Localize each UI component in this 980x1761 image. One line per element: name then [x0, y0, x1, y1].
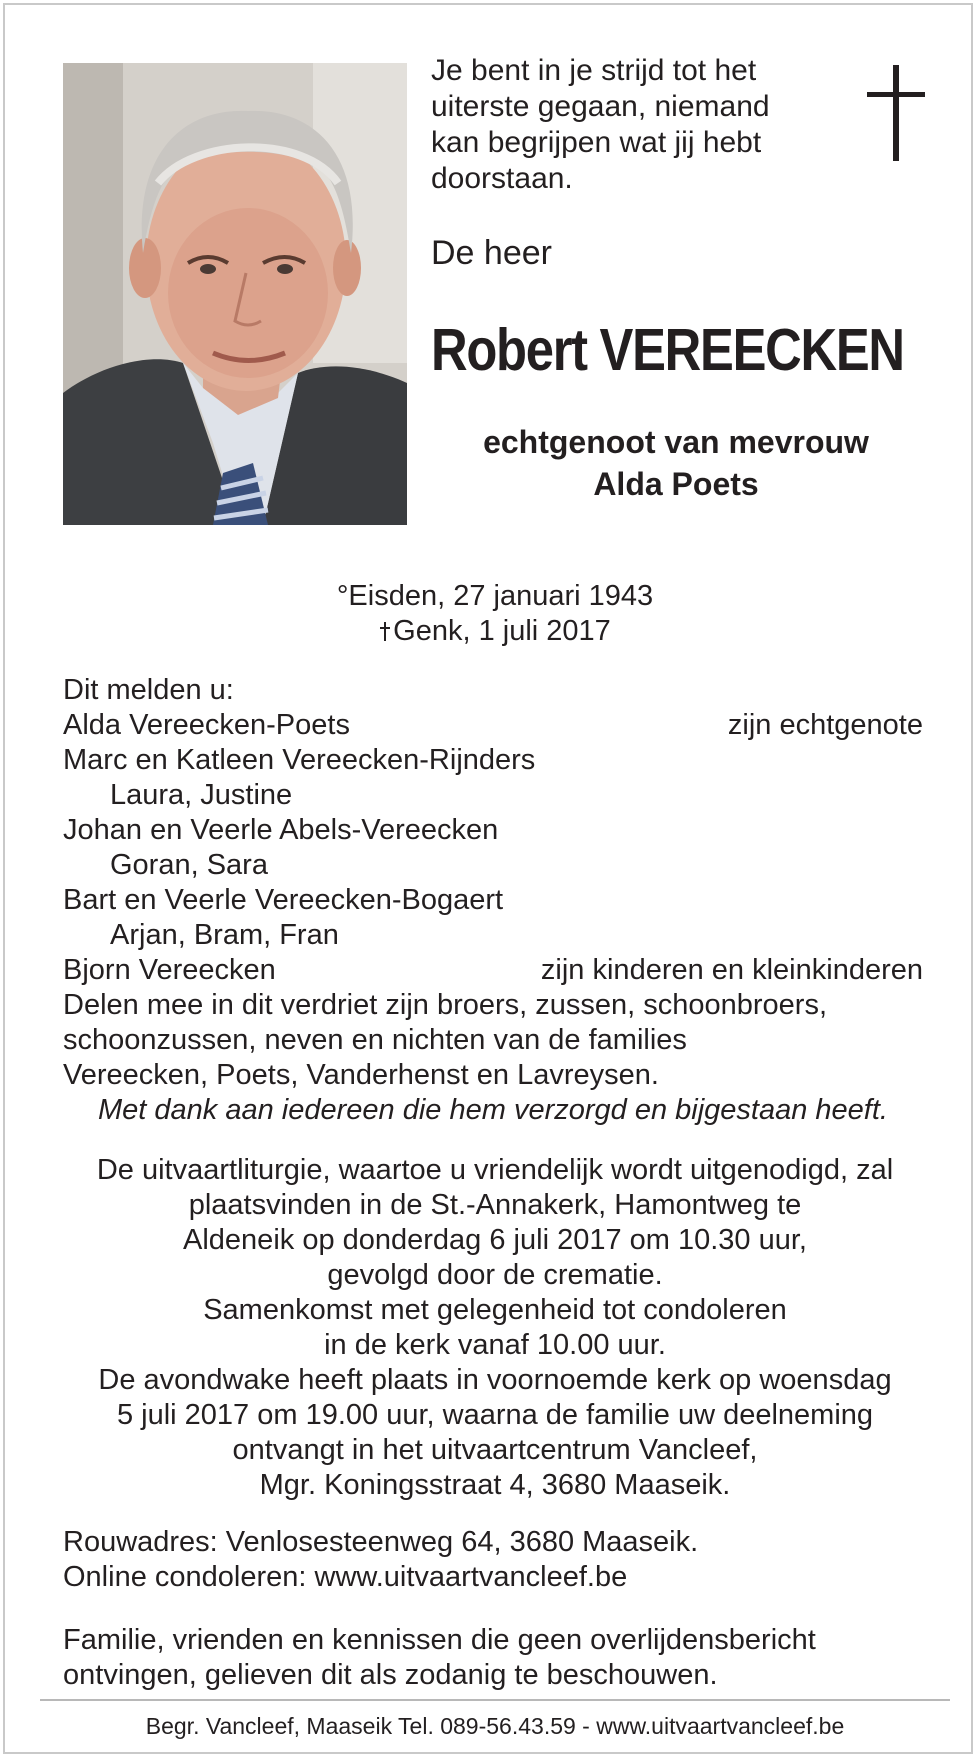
service-line: plaatsvinden in de St.-Annakerk, Hamontweg te — [188, 1189, 802, 1221]
family-line: Marc en Katleen Vereecken-Rijnders — [63, 744, 536, 776]
grandchildren-line: Arjan, Bram, Fran — [110, 919, 339, 951]
service-line: Samenkomst met gelegenheid tot condoleren — [203, 1294, 787, 1326]
poem-line: doorstaan. — [431, 162, 573, 195]
death-date: Genk, 1 juli 2017 — [393, 615, 611, 647]
extended-family-line: Delen mee in dit verdriet zijn broers, zussen, schoonbroers, — [63, 989, 828, 1021]
poem — [431, 53, 791, 197]
notice-line: ontvingen, gelieven dit als zodanig te beschouwen. — [63, 1659, 718, 1691]
family-announcement — [63, 673, 923, 1128]
thanks-line: Met dank aan iedereen die hem verzorgd en bijgestaan heeft. — [98, 1094, 888, 1126]
life-dates — [5, 579, 980, 649]
notice-line: Familie, vrienden en kennissen die geen overlijdensbericht — [63, 1624, 816, 1656]
widow-name: Alda Vereecken-Poets — [63, 709, 350, 741]
spouse-relation: echtgenoot van mevrouw — [483, 424, 869, 460]
portrait-illustration — [63, 63, 407, 525]
widow-role: zijn echtgenote — [727, 709, 923, 741]
spouse-row — [63, 708, 923, 743]
undertaker-footer: Begr. Vancleef, Maaseik Tel. 089-56.43.59 - www.uitvaartvancleef.be — [145, 1713, 845, 1739]
grandchildren-line: Goran, Sara — [110, 849, 268, 881]
service-line: De uitvaartliturgie, waartoe u vriendelijk wordt uitgenodigd, zal — [96, 1154, 894, 1186]
contact-info — [63, 1525, 923, 1595]
service-line: ontvangt in het uitvaartcentrum Vancleef, — [232, 1434, 758, 1466]
service-line: Aldeneik op donderdag 6 juli 2017 om 10.30 uur, — [183, 1224, 807, 1256]
grandchildren-line: Laura, Justine — [110, 779, 293, 811]
extended-family-line: schoonzussen, neven en nichten van de families — [63, 1024, 687, 1056]
death-date-line — [5, 614, 980, 649]
notice-text — [63, 1623, 923, 1693]
spouse-info — [431, 421, 921, 505]
spouse-name: Alda Poets — [593, 466, 759, 502]
funeral-service-info — [35, 1153, 955, 1503]
family-line: Bart en Veerle Vereecken-Bogaert — [63, 884, 504, 916]
service-line: 5 juli 2017 om 19.00 uur, waarna de familie uw deelneming — [116, 1399, 874, 1431]
deceased-name: Robert VEREECKEN — [431, 317, 904, 383]
poem-line: Je bent in je strijd tot het — [431, 54, 757, 87]
extended-family-line: Vereecken, Poets, Vanderhenst en Lavreysen. — [63, 1059, 659, 1091]
poem-line: uiterste gegaan, niemand — [431, 90, 770, 123]
service-line: De avondwake heeft plaats in voornoemde kerk op woensdag — [98, 1364, 892, 1396]
small-cross-icon — [379, 621, 391, 641]
online-condolence: Online condoleren: www.uitvaartvancleef.be — [63, 1561, 628, 1593]
family-line: Johan en Veerle Abels-Vereecken — [63, 814, 499, 846]
portrait-photo — [63, 63, 407, 525]
mourning-address: Rouwadres: Venlosesteenweg 64, 3680 Maaseik. — [63, 1526, 699, 1558]
poem-line: kan begrijpen wat jij hebt — [431, 126, 762, 159]
obituary-card — [3, 3, 973, 1754]
last-child-name: Bjorn Vereecken — [63, 954, 276, 986]
last-child-row — [63, 953, 923, 988]
footer-divider — [40, 1699, 950, 1701]
children-role: zijn kinderen en kleinkinderen — [540, 954, 923, 986]
latin-cross-icon — [867, 65, 927, 165]
service-line: Mgr. Koningsstraat 4, 3680 Maaseik. — [259, 1469, 731, 1501]
announcement-intro: Dit melden u: — [63, 674, 234, 706]
honorific: De heer — [431, 234, 552, 272]
service-line: gevolgd door de crematie. — [327, 1259, 663, 1291]
service-line: in de kerk vanaf 10.00 uur. — [324, 1329, 666, 1361]
birth-date: °Eisden, 27 januari 1943 — [336, 580, 654, 612]
